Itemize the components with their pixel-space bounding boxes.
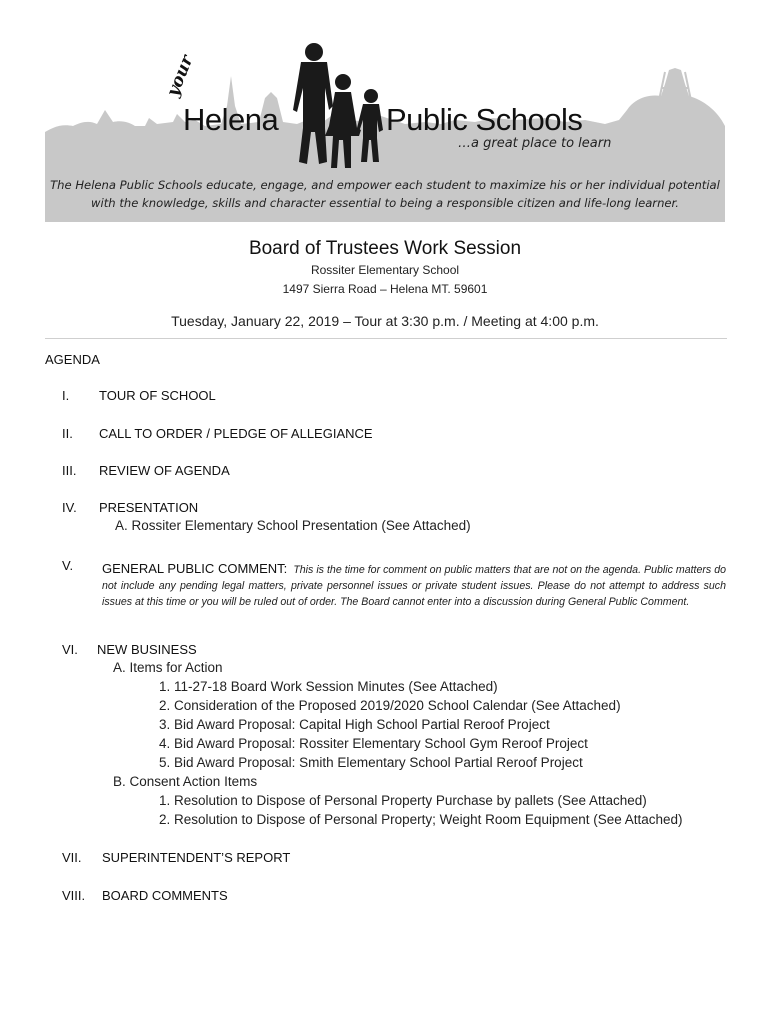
action-item: 3. Bid Award Proposal: Capital High School Partial Reroof Project: [159, 717, 550, 732]
section-number: I.: [62, 388, 70, 403]
meeting-address: 1497 Sierra Road – Helena MT. 59601: [282, 282, 488, 296]
public-comment-text: This is the time for comment on public matters that are not on the agenda. Public matters do not include any pending legal matters, private personnel issues or private student issues. Please do not attempt to address such issues at this time or you will be ruled out of order. The Board cannot enter into a discussion during General Public Comment.: [102, 564, 726, 608]
meeting-title: Board of Trustees Work Session: [248, 238, 522, 259]
mission-statement: [45, 176, 725, 212]
section-number: III.: [62, 463, 77, 478]
mission-line-2: with the knowledge, skills and character essential to being a responsible citizen and life-long learner.: [91, 196, 679, 210]
section-tour-of-school: TOUR OF SCHOOL: [99, 388, 216, 403]
action-item: 5. Bid Award Proposal: Smith Elementary School Partial Reroof Project: [159, 755, 583, 770]
section-review-of-agenda: REVIEW OF AGENDA: [99, 463, 230, 478]
action-item: 4. Bid Award Proposal: Rossiter Elementary School Gym Reroof Project: [159, 736, 588, 751]
meeting-location: Rossiter Elementary School: [310, 263, 460, 277]
section-new-business: NEW BUSINESS: [97, 642, 197, 657]
section-number: VIII.: [62, 888, 86, 903]
section-call-to-order: CALL TO ORDER / PLEDGE OF ALLEGIANCE: [99, 426, 373, 441]
consent-action-items: B. Consent Action Items: [113, 774, 258, 789]
section-number: V.: [62, 558, 74, 573]
brand-helena: Helena: [183, 102, 279, 137]
brand-tagline: …a great place to learn: [458, 136, 612, 151]
brand-public-schools: Public Schools: [386, 102, 583, 137]
public-comment-note: [102, 561, 726, 610]
agenda-heading: AGENDA: [45, 352, 100, 367]
section-board-comments: BOARD COMMENTS: [102, 888, 228, 903]
header-banner: [45, 40, 725, 222]
action-item: 1. 11-27-18 Board Work Session Minutes (See Attached): [159, 679, 498, 694]
consent-item: 2. Resolution to Dispose of Personal Property; Weight Room Equipment (See Attached): [159, 812, 683, 827]
consent-item: 1. Resolution to Dispose of Personal Property Purchase by pallets (See Attached): [159, 793, 647, 808]
section-number: VI.: [62, 642, 78, 657]
brand-prefix: your: [163, 52, 198, 100]
action-item: 2. Consideration of the Proposed 2019/2020 School Calendar (See Attached): [159, 698, 621, 713]
meeting-datetime: Tuesday, January 22, 2019 – Tour at 3:30 p.m. / Meeting at 4:00 p.m.: [171, 313, 599, 329]
mission-line-1: The Helena Public Schools educate, engage, and empower each student to maximize his or her individual potential: [50, 178, 720, 192]
section-number: VII.: [62, 850, 82, 865]
presentation-item: A. Rossiter Elementary School Presentation (See Attached): [115, 518, 471, 533]
section-presentation: PRESENTATION: [99, 500, 199, 515]
section-superintendent-report: SUPERINTENDENT’S REPORT: [102, 850, 291, 865]
items-for-action: A. Items for Action: [113, 660, 223, 675]
section-public-comment: GENERAL PUBLIC COMMENT:: [102, 561, 288, 576]
section-number: IV.: [62, 500, 77, 515]
divider: [45, 338, 727, 339]
section-number: II.: [62, 426, 73, 441]
